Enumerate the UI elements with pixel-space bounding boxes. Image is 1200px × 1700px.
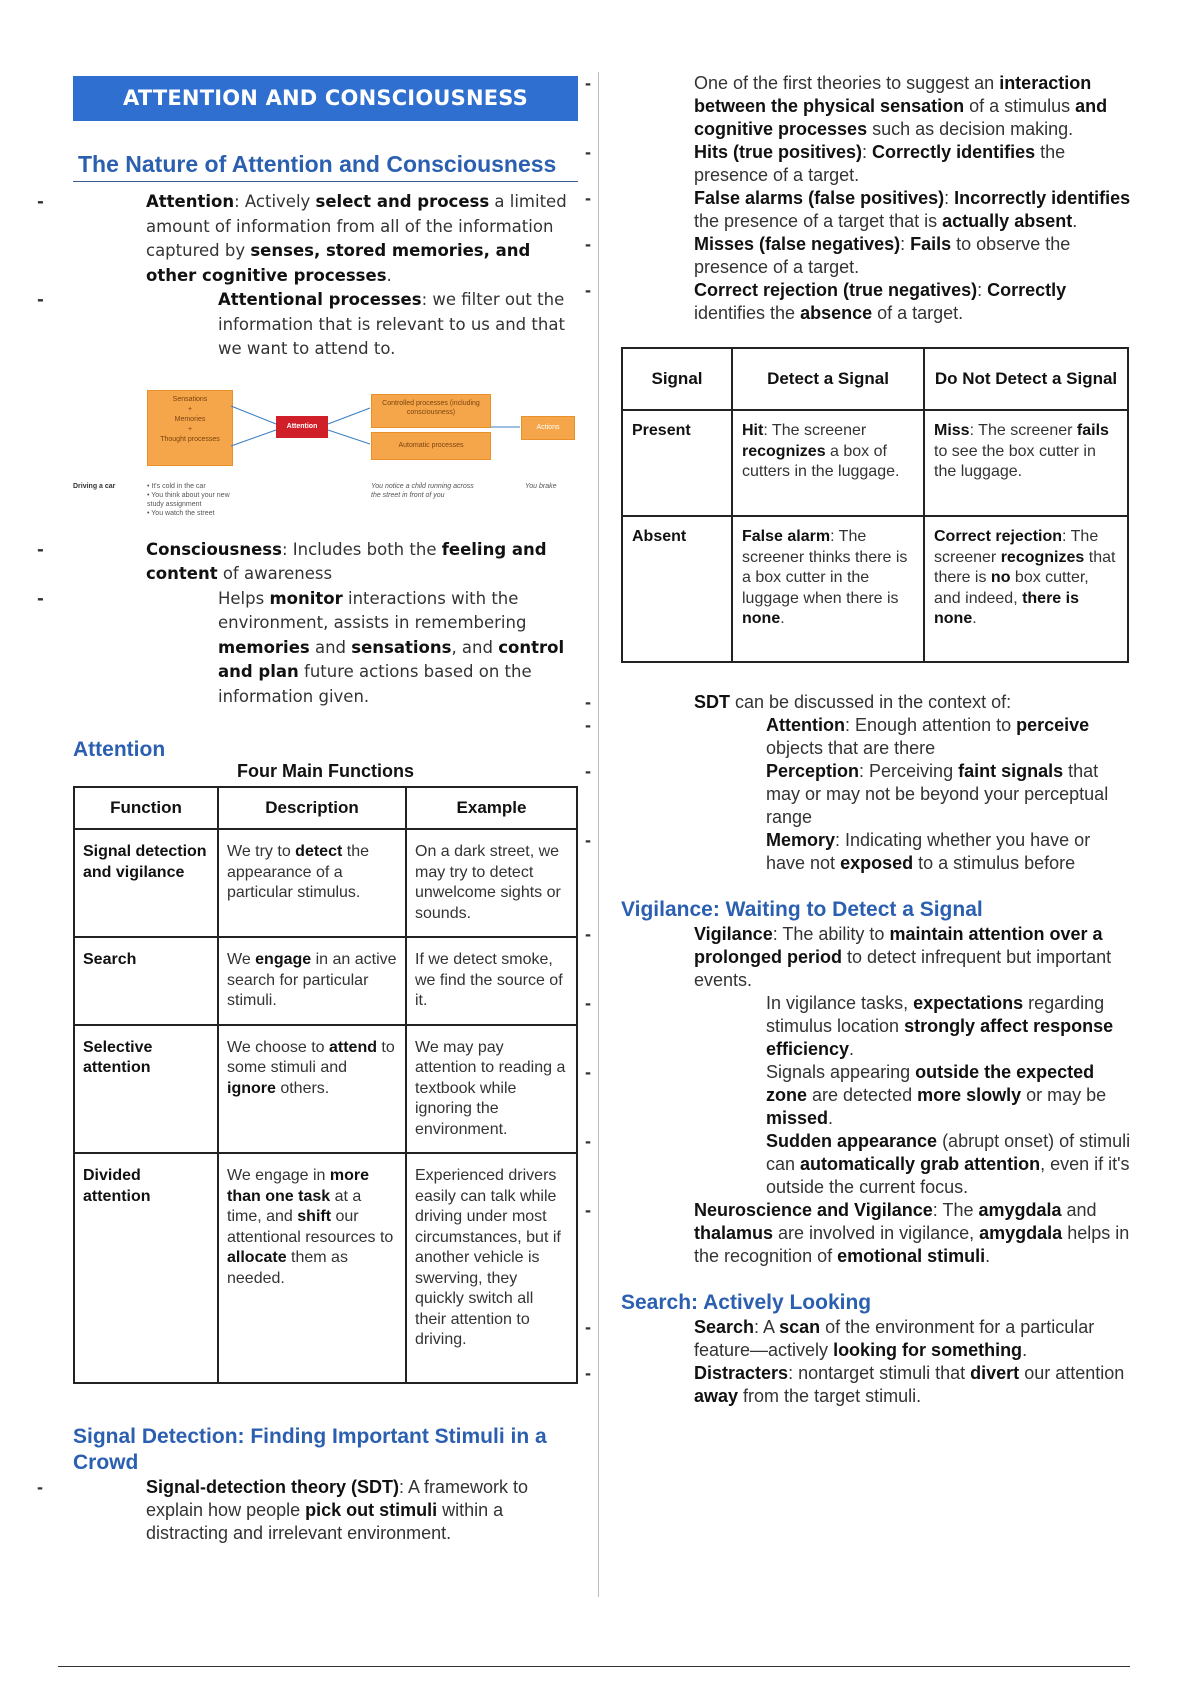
section-heading-signal-detection: Signal Detection: Finding Important Stimuli in a Crowd (73, 1425, 547, 1474)
section-heading-attention: Attention (73, 738, 166, 761)
sdt-context-list (621, 691, 1131, 875)
vigilance-expectations-item: - In vigilance tasks, expectations regarding stimulus location strongly affect response efficiency. (621, 992, 1131, 1061)
section-heading-search: Search: Actively Looking (621, 1291, 872, 1314)
context-attention-item: - Attention: Enough attention to perceive objects that are there (621, 714, 1131, 760)
consciousness-helps-item: - Helps monitor interactions with the environment, assists in remembering memories and sensations, and control and plan future actions based on the information given. (73, 587, 578, 710)
miss-cell: Miss: The screener fails to see the box cutter in the luggage. (924, 410, 1128, 516)
sdt-list (73, 1476, 578, 1545)
example-cell: We may pay attention to reading a textbook while ignoring the environment. (406, 1025, 577, 1154)
function-cell: Search (74, 937, 218, 1025)
column-divider (598, 72, 599, 1597)
column-header: Signal (622, 348, 732, 410)
distracters-definition: - Distracters: nontarget stimuli that divert our attention away from the target stimuli. (621, 1362, 1131, 1408)
sdt-context-lead: - SDT can be discussed in the context of: (621, 691, 1131, 714)
table-row (74, 829, 577, 937)
sdt-definition: - Signal-detection theory (SDT): A framework to explain how people pick out stimuli within a distracting and irrelevant environment. (73, 1476, 578, 1545)
consciousness-definition: - Consciousness: Includes both the feeling and content of awareness (73, 538, 578, 587)
sdt-table (621, 347, 1129, 663)
table-row (622, 410, 1128, 516)
nature-list (73, 190, 578, 362)
automatic-processes-box: Automatic processes (371, 432, 491, 460)
vigilance-signals-item: - Signals appearing outside the expected zone are detected more slowly or may be missed. (621, 1061, 1131, 1130)
false-alarms-item: - False alarms (false positives): Incorrectly identifies the presence of a target that is actually absent. (621, 187, 1131, 233)
attention-box: Attention (276, 416, 328, 438)
consciousness-list (73, 538, 578, 710)
vigilance-definition: - Vigilance: The ability to maintain attention over a prolonged period to detect infrequent but important events. (621, 923, 1131, 992)
misses-item: - Misses (false negatives): Fails to observe the presence of a target. (621, 233, 1131, 279)
section-heading-vigilance: Vigilance: Waiting to Detect a Signal (621, 898, 983, 921)
function-cell: Signal detection and vigilance (74, 829, 218, 937)
driving-bullets: • It's cold in the car • You think about your new study assignment • You watch the street (147, 482, 230, 517)
table-header-row (74, 787, 577, 829)
column-header: Example (406, 787, 577, 829)
hits-item: - Hits (true positives): Correctly identifies the presence of a target. (621, 141, 1131, 187)
table-row (74, 1153, 577, 1383)
table-row (622, 516, 1128, 662)
column-header: Detect a Signal (732, 348, 924, 410)
vigilance-sudden-item: - Sudden appearance (abrupt onset) of stimuli can automatically grab attention, even if it's outside the current focus. (621, 1130, 1131, 1199)
false-alarm-cell: False alarm: The screener thinks there is a box cutter in the luggage when there is none. (732, 516, 924, 662)
signal-cell: Absent (622, 516, 732, 662)
inputs-box: Sensations + Memories + Thought processes (147, 390, 233, 466)
driving-label: Driving a car (73, 482, 116, 490)
description-cell: We engage in more than one task at a time, and shift our attentional resources to allocate them as needed. (218, 1153, 406, 1383)
vigilance-neuroscience-item: - Neuroscience and Vigilance: The amygdala and thalamus are involved in vigilance, amygdala helps in the recognition of emotional stimuli. (621, 1199, 1131, 1268)
signal-cell: Present (622, 410, 732, 516)
description-cell: We try to detect the appearance of a particular stimulus. (218, 829, 406, 937)
column-header: Do Not Detect a Signal (924, 348, 1128, 410)
functions-table-title: Four Main Functions (237, 761, 414, 781)
search-definition: - Search: A scan of the environment for a particular feature—actively looking for something. (621, 1316, 1131, 1362)
hit-cell: Hit: The screener recognizes a box of cutters in the luggage. (732, 410, 924, 516)
footer-rule (58, 1666, 1130, 1667)
table-row (74, 1025, 577, 1154)
brake-label: You brake (525, 482, 557, 490)
table-header-row (622, 348, 1128, 410)
column-header: Function (74, 787, 218, 829)
attentional-processes-item: - Attentional processes: we filter out the information that is relevant to us and that we want to attend to. (73, 288, 578, 362)
correct-rejection-item: - Correct rejection (true negatives): Correctly identifies the absence of a target. (621, 279, 1131, 325)
example-cell: Experienced drivers easily can talk while driving under most circumstances, but if another vehicle is swerving, they quickly switch all their attention to driving. (406, 1153, 577, 1383)
vigilance-list (621, 923, 1131, 1268)
example-cell: If we detect smoke, we find the source of it. (406, 937, 577, 1025)
column-header: Description (218, 787, 406, 829)
right-column (621, 72, 1131, 1408)
search-list (621, 1316, 1131, 1408)
description-cell: We choose to attend to some stimuli and ignore others. (218, 1025, 406, 1154)
notice-label: You notice a child running across the street in front of you (371, 482, 474, 499)
example-cell: On a dark street, we may try to detect unwelcome sights or sounds. (406, 829, 577, 937)
attention-diagram (73, 376, 578, 526)
left-column (73, 76, 578, 1545)
first-theory-item: - One of the first theories to suggest an interaction between the physical sensation of a stimulus and cognitive processes such as decision making. (621, 72, 1131, 141)
section-heading-nature: The Nature of Attention and Consciousness (78, 151, 557, 177)
controlled-processes-box: Controlled processes (including consciousness) (371, 394, 491, 428)
heading-rule (73, 181, 578, 182)
function-cell: Selective attention (74, 1025, 218, 1154)
attention-definition: - Attention: Actively select and process a limited amount of information from all of the information captured by senses, stored memories, and other cognitive processes. (73, 190, 578, 288)
table-row (74, 937, 577, 1025)
functions-table (73, 786, 578, 1384)
description-cell: We engage in an active search for particular stimuli. (218, 937, 406, 1025)
function-cell: Divided attention (74, 1153, 218, 1383)
context-perception-item: - Perception: Perceiving faint signals that may or may not be beyond your perceptual range (621, 760, 1131, 829)
context-memory-item: - Memory: Indicating whether you have or have not exposed to a stimulus before (621, 829, 1131, 875)
sdt-outcomes-list (621, 72, 1131, 325)
page-banner: ATTENTION AND CONSCIOUSNESS (73, 76, 578, 121)
actions-box: Actions (521, 416, 575, 440)
correct-rejection-cell: Correct rejection: The screener recognizes that there is no box cutter, and indeed, there is none. (924, 516, 1128, 662)
